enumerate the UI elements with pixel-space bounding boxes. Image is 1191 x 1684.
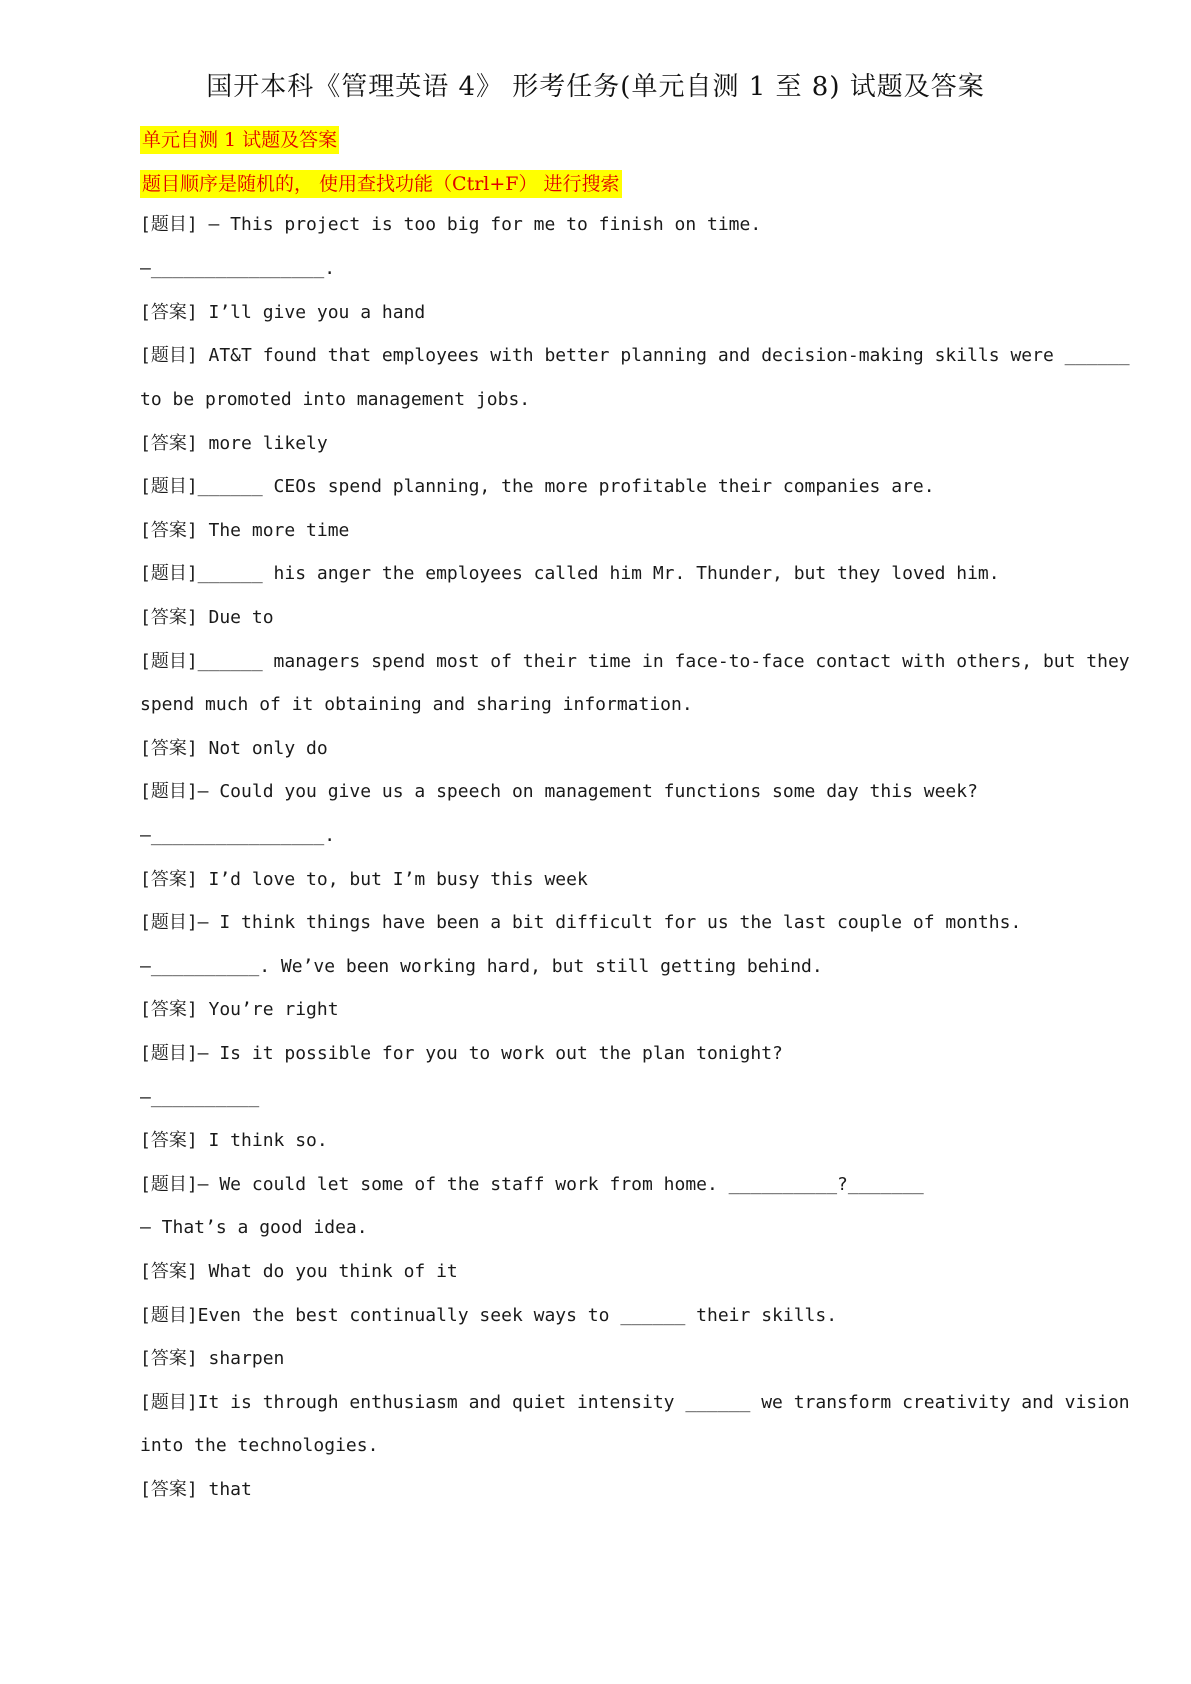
question-line: [题目]______ CEOs spend planning, the more profitable their companies are. (140, 476, 935, 497)
answer-line: [答案] The more time (140, 520, 350, 541)
blank-line: —__________. We’ve been working hard, but still getting behind. (140, 956, 823, 977)
question-line: [题目]— We could let some of the staff work from home. __________?_______ (140, 1174, 924, 1195)
question-line: [题目] AT&T found that employees with better planning and decision-making skills were ______ (140, 345, 1130, 366)
blank-line: —________________. (140, 258, 336, 279)
answer-line: [答案] What do you think of it (140, 1261, 458, 1282)
document-title: 国开本科《管理英语 4》 形考任务(单元自测 1 至 8) 试题及答案 (206, 72, 985, 102)
answer-line: [答案] Not only do (140, 738, 328, 759)
question-continuation: spend much of it obtaining and sharing information. (140, 694, 693, 715)
question-line: [题目]— Is it possible for you to work out the plan tonight? (140, 1043, 783, 1064)
answer-line: [答案] I’d love to, but I’m busy this week (140, 869, 588, 890)
question-line: [题目]______ his anger the employees called him Mr. Thunder, but they loved him. (140, 563, 1000, 584)
question-line: [题目]— Could you give us a speech on management functions some day this week? (140, 781, 978, 802)
answer-line: [答案] You’re right (140, 999, 339, 1020)
blank-line: —________________. (140, 825, 336, 846)
section-heading: 单元自测 1 试题及答案 (140, 126, 339, 154)
question-continuation: to be promoted into management jobs. (140, 389, 531, 410)
question-line: [题目]______ managers spend most of their time in face-to-face contact with others, but they (140, 651, 1130, 672)
answer-line: [答案] I think so. (140, 1130, 328, 1151)
question-line: [题目]Even the best continually seek ways to ______ their skills. (140, 1305, 838, 1326)
answer-line: [答案] sharpen (140, 1348, 285, 1369)
question-line: [题目] — This project is too big for me to finish on time. (140, 214, 762, 235)
answer-line: [答案] more likely (140, 433, 328, 454)
question-continuation: into the technologies. (140, 1435, 379, 1456)
question-line: [题目]— I think things have been a bit difficult for us the last couple of months. (140, 912, 1022, 933)
answer-line: [答案] Due to (140, 607, 274, 628)
blank-line: —__________ (140, 1087, 260, 1108)
answer-line: [答案] that (140, 1479, 252, 1500)
question-line: [题目]It is through enthusiasm and quiet intensity ______ we transform creativity and vision (140, 1392, 1130, 1413)
search-notice: 题目顺序是随机的， 使用查找功能（Ctrl+F） 进行搜索 (140, 170, 622, 198)
answer-line: [答案] I’ll give you a hand (140, 302, 426, 323)
reply-line: — That’s a good idea. (140, 1217, 368, 1238)
